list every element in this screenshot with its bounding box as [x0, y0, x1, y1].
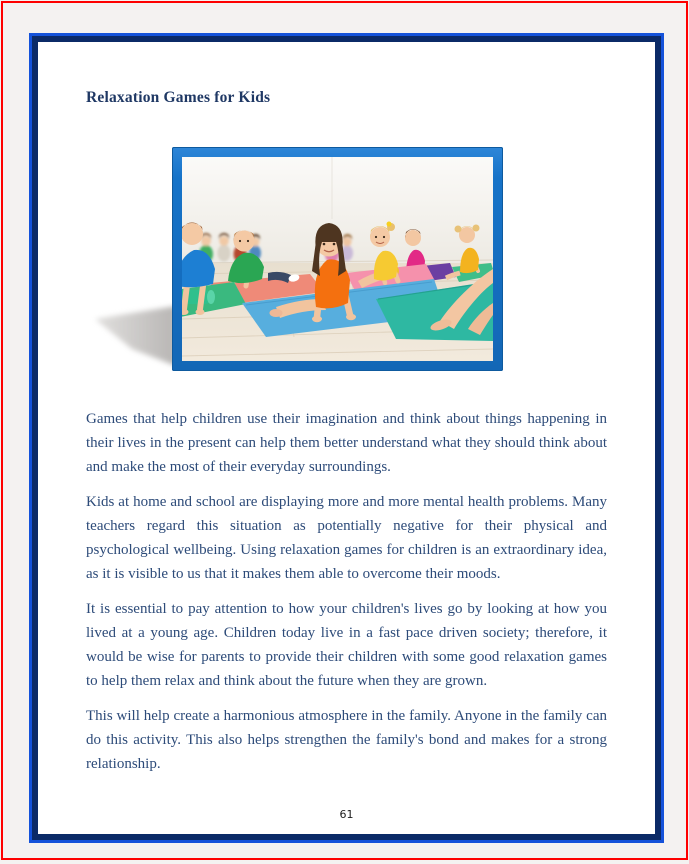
children-yoga-photo [182, 157, 493, 361]
photo-frame-shadow [90, 300, 178, 376]
page-number: 61 [339, 808, 354, 821]
paragraph-2: Kids at home and school are displaying more and more mental health problems. Many teachers regard this situation as potentially negative for their physical and psychological wellbeing. Using relaxation games for children is an extraordinary idea, as it is visible to us that it makes them able to overcome their moods. [86, 494, 607, 582]
article-title: Relaxation Games for Kids [86, 89, 271, 106]
page-border-box [29, 33, 664, 843]
page-content-area [32, 36, 661, 840]
article-body [86, 407, 607, 787]
photo-frame [172, 147, 503, 371]
paragraph-3: It is essential to pay attention to how your children's lives go by looking at how you lived at a young age. Children today live in a fast pace driven society; therefore, it would be wise for parents to provide their children with some good relaxation games to help them relax and think about the future when they are grown. [86, 601, 607, 689]
paragraph-1: Games that help children use their imagination and think about things happening in their lives in the present can help them better understand what they should think about and make the most of their everyday surroundings. [86, 411, 607, 475]
paragraph-4: This will help create a harmonious atmosphere in the family. Anyone in the family can do this activity. This also helps strengthen the family's bond and makes for a strong relationship. [86, 708, 607, 772]
